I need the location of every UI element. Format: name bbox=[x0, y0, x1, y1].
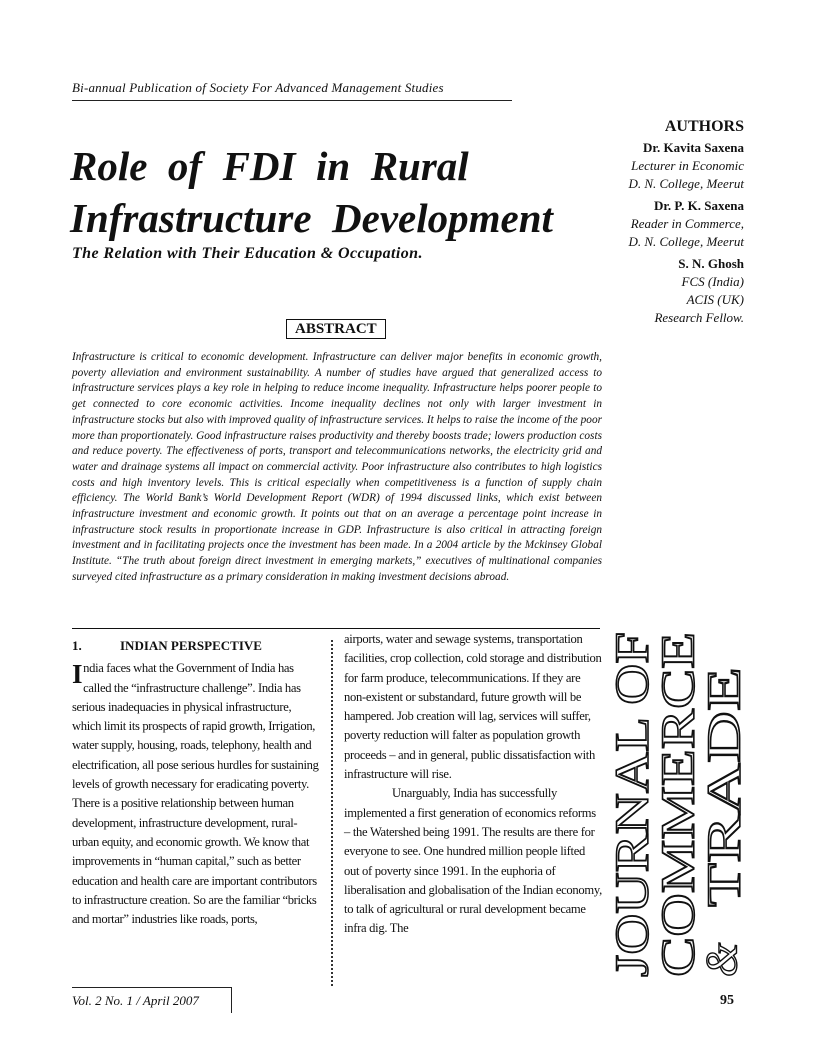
footer-vertical-rule bbox=[231, 987, 232, 1013]
masthead-line-3: TRADE bbox=[698, 747, 750, 907]
authors-heading: AUTHORS bbox=[664, 118, 744, 135]
column-divider bbox=[331, 640, 333, 986]
author-name: S. N. Ghosh bbox=[678, 256, 744, 271]
masthead-line-1: JOURNAL OF bbox=[606, 686, 659, 977]
author-affiliation: FCS (India) bbox=[681, 274, 744, 289]
section-title: INDIAN PERSPECTIVE bbox=[120, 638, 262, 653]
authors-block bbox=[504, 118, 744, 327]
section-heading bbox=[72, 636, 322, 655]
section-paragraph bbox=[72, 659, 322, 929]
paragraph bbox=[344, 784, 602, 938]
author-affiliation: Reader in Commerce, bbox=[630, 216, 744, 231]
paragraph-text: airports, water and sewage systems, transportation facilities, crop collection, cold storage and distribution for farm produce, telecommunications. If they are non-existent or substandard, future growth will be hampered. Job creation will lag, services will suffer, poverty reduction will falter as population growth proceeds – and in general, public dissatisfaction with infrastructure will rise. bbox=[344, 632, 602, 782]
author-affiliation: Research Fellow. bbox=[654, 310, 744, 325]
author-name: Dr. P. K. Saxena bbox=[653, 198, 744, 213]
author-affiliation: Lecturer in Economic bbox=[631, 158, 744, 173]
publication-line: Bi-annual Publication of Society For Advanced Management Studies bbox=[72, 80, 512, 101]
title-line-1: Role of FDI in Rural bbox=[70, 143, 469, 189]
page-number: 95 bbox=[720, 993, 734, 1008]
masthead-line-2: COMMERCE bbox=[652, 702, 705, 977]
abstract-heading: ABSTRACT bbox=[286, 319, 386, 339]
author-3 bbox=[504, 255, 744, 327]
journal-masthead bbox=[600, 632, 750, 982]
journal-masthead-graphic bbox=[600, 632, 750, 982]
author-affiliation: D. N. College, Meerut bbox=[628, 176, 744, 191]
author-affiliation: ACIS (UK) bbox=[686, 292, 744, 307]
drop-cap: I bbox=[72, 659, 83, 690]
body-column-1 bbox=[72, 636, 322, 929]
author-name: Dr. Kavita Saxena bbox=[643, 140, 744, 155]
masthead-ampersand: & bbox=[697, 942, 746, 977]
author-1 bbox=[504, 139, 744, 193]
issue-info: Vol. 2 No. 1 / April 2007 bbox=[72, 993, 199, 1008]
section-number: 1. bbox=[72, 638, 82, 653]
author-2 bbox=[504, 197, 744, 251]
paragraph-text: Unarguably, India has successfully implemented a first generation of economics reforms – the Watershed being 1991. The results are there for everyone to see. One hundred million people lifted out of poverty since 1991. In the euphoria of liberalisation and globalisation of the Indian economy, to talk of agricultural or rural development became infra dig. The bbox=[344, 786, 602, 936]
article-subtitle: The Relation with Their Education & Occupation. bbox=[72, 245, 423, 262]
footer-rule bbox=[72, 987, 232, 988]
section-divider bbox=[72, 628, 600, 629]
body-column-2 bbox=[344, 630, 602, 939]
author-affiliation: D. N. College, Meerut bbox=[628, 234, 744, 249]
paragraph-text: ndia faces what the Government of India has called the “infrastructure challenge”. India has serious inadequacies in physical infrastructure, which limit its prospects of rapid growth, Irrigation, water supply, housing, roads, telephony, health and electrification, all pose serious hurdles for sustaining levels of growth necessary for eradicating poverty. There is a positive relationship between human development, infrastructure development, rural-urban equity, and economic growth. We know that improvements in “human capital,” such as better education and health care are important contributors to infrastructure creation. So are the familiar “bricks and mortar” industries like roads, ports, bbox=[72, 661, 319, 927]
title-line-2: Infrastructure Development bbox=[70, 195, 553, 241]
abstract-text: Infrastructure is critical to economic development. Infrastructure can deliver major benefits in economic growth, poverty alleviation and environment sustainability. A number of studies have argued that generalized access to infrastructure services plays a key role in helping to reduce income inequality. Infrastructure helps poorer people to get connected to core economic activities. Income inequality declines not only with larger investment in infrastructure stocks but also with improved quality of infrastructure services. It helps to raise the income of the poor more than proportionately. Good infrastructure raises productivity and thereby boosts trade; lowers production costs and reduce poverty. The effectiveness of ports, transport and telecommunications networks, the electricity grid and water and drainage systems all impact on commercial activity. Poor infrastructure also contributes to high logistics costs and high inventory levels. This is critical especially when competitiveness is a function of supply chain efficiency. The World Bank’s World Development Report (WDR) of 1994 discussed links, which exist between infrastructure investment and economic growth. It points out that on an average a percentage point increase in infrastructure stock results in proportionate increase in GDP. Infrastructure is also critical in attracting foreign investment and in facilitating projects once the investment has been made. In a 2004 article by the Mckinsey Global Institute. “The truth about foreign direct investment in emerging markets,” executives of multinational companies surveyed cited infrastructure as a primary consideration in making investment decisions abroad. bbox=[72, 351, 602, 583]
